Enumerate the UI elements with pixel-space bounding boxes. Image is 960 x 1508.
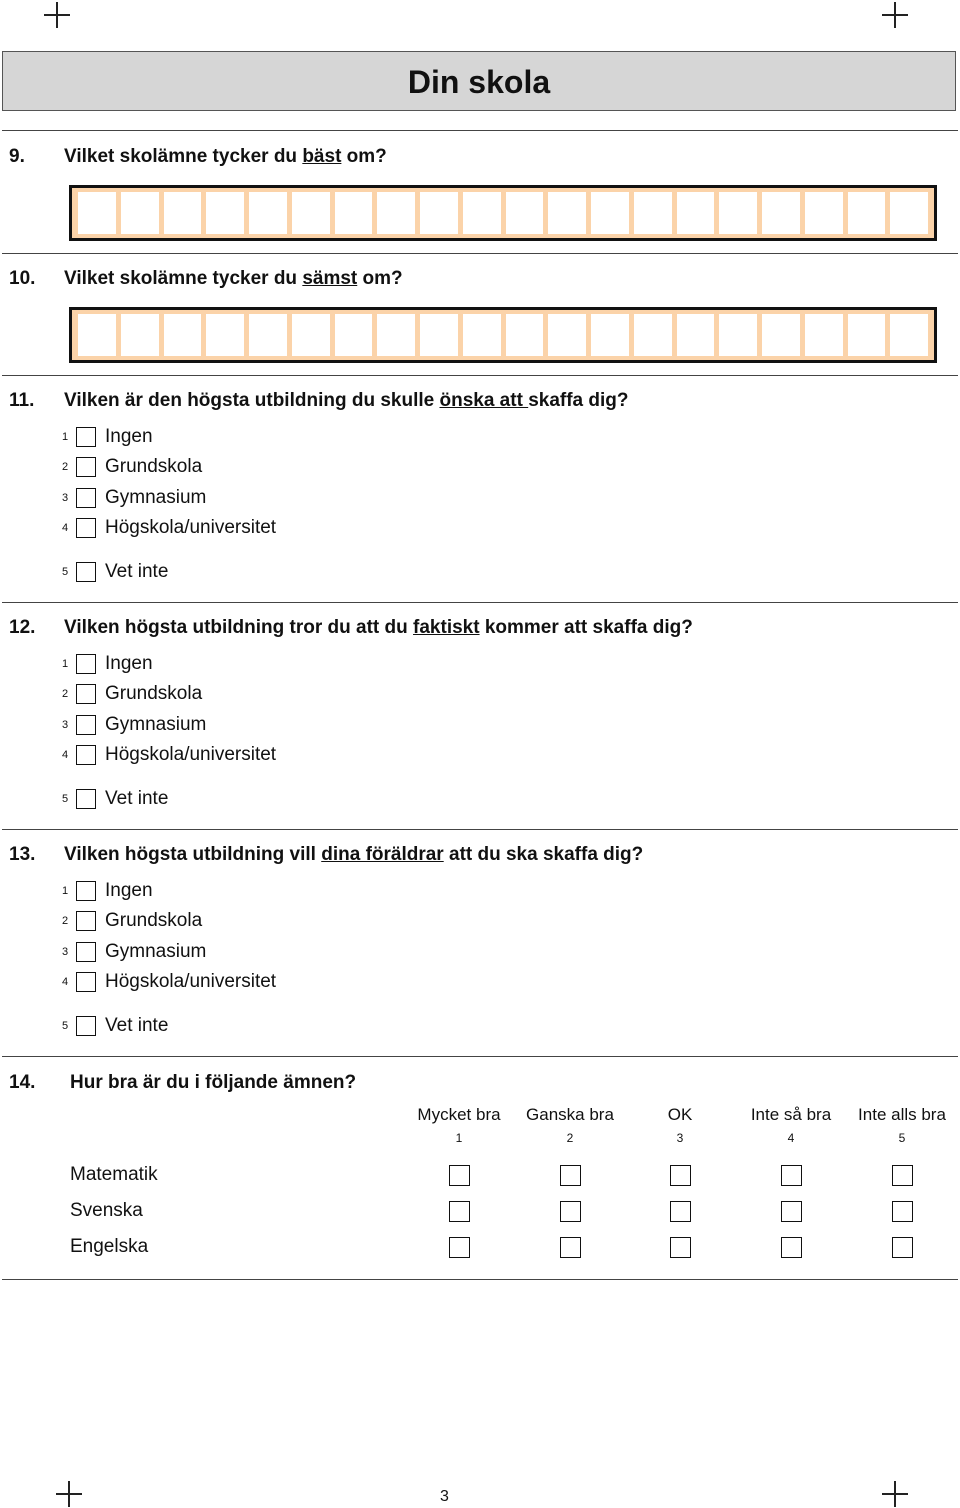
rating-checkbox[interactable] (670, 1165, 691, 1186)
rating-checkbox[interactable] (560, 1237, 581, 1258)
column-header: Ganska bra (526, 1105, 614, 1124)
option-label: Högskola/universitet (105, 744, 277, 765)
checkbox[interactable] (76, 518, 96, 538)
option-code: 2 (62, 915, 69, 927)
option-label: Vet inte (105, 788, 169, 809)
character-cell[interactable] (890, 192, 928, 234)
option-code: 5 (62, 566, 69, 578)
rating-checkbox[interactable] (449, 1165, 470, 1186)
rating-checkbox[interactable] (781, 1201, 802, 1222)
write-in-box[interactable] (69, 185, 937, 241)
rating-checkbox[interactable] (560, 1201, 581, 1222)
option-label: Gymnasium (105, 941, 207, 962)
character-cell[interactable] (762, 314, 800, 356)
option-row[interactable] (62, 560, 168, 584)
option-row[interactable] (62, 455, 202, 479)
option-code: 4 (62, 749, 69, 761)
checkbox[interactable] (76, 684, 96, 704)
option-row[interactable] (62, 970, 276, 994)
question-text: Vilken högsta utbildning tror du att du faktiskt kommer att skaffa dig? (64, 617, 693, 638)
option-label: Gymnasium (105, 714, 207, 735)
option-code: 2 (62, 461, 69, 473)
character-cell[interactable] (762, 192, 800, 234)
character-cell[interactable] (890, 314, 928, 356)
checkbox[interactable] (76, 789, 96, 809)
character-cell[interactable] (164, 314, 202, 356)
divider (2, 375, 958, 376)
rating-checkbox[interactable] (449, 1237, 470, 1258)
option-code: 3 (62, 946, 69, 958)
column-code: 2 (566, 1131, 574, 1145)
option-code: 1 (62, 885, 69, 897)
character-cell[interactable] (78, 192, 116, 234)
character-cell[interactable] (548, 192, 586, 234)
option-label: Ingen (105, 653, 153, 674)
rating-checkbox[interactable] (449, 1201, 470, 1222)
character-cell[interactable] (335, 314, 373, 356)
character-cell[interactable] (677, 314, 715, 356)
option-row[interactable] (62, 879, 153, 903)
option-label: Ingen (105, 880, 153, 901)
question-text: Vilket skolämne tycker du sämst om? (64, 268, 403, 289)
question-number: 12. (9, 617, 36, 638)
character-cell[interactable] (634, 314, 672, 356)
character-cell[interactable] (121, 314, 159, 356)
character-cell[interactable] (420, 192, 458, 234)
option-label: Ingen (105, 426, 153, 447)
option-code: 4 (62, 976, 69, 988)
option-label: Grundskola (105, 456, 203, 477)
checkbox[interactable] (76, 881, 96, 901)
character-cell[interactable] (634, 192, 672, 234)
option-row[interactable] (62, 682, 202, 706)
section-title: Din skola (407, 64, 551, 100)
rating-checkbox[interactable] (560, 1165, 581, 1186)
question-text: Hur bra är du i följande ämnen? (70, 1072, 357, 1093)
checkbox[interactable] (76, 1016, 96, 1036)
rating-checkbox[interactable] (670, 1237, 691, 1258)
write-in-box[interactable] (69, 307, 937, 363)
checkbox[interactable] (76, 488, 96, 508)
character-cell[interactable] (805, 314, 843, 356)
divider (2, 130, 958, 131)
subject-label: Svenska (70, 1200, 143, 1221)
column-code: 3 (676, 1131, 684, 1145)
option-code: 1 (62, 431, 69, 443)
option-code: 5 (62, 1020, 69, 1032)
subject-label: Matematik (70, 1164, 158, 1185)
checkbox[interactable] (76, 715, 96, 735)
checkbox[interactable] (76, 972, 96, 992)
rating-checkbox[interactable] (781, 1165, 802, 1186)
question-number: 10. (9, 268, 36, 289)
character-cell[interactable] (420, 314, 458, 356)
option-row[interactable] (62, 940, 206, 964)
option-code: 4 (62, 522, 69, 534)
rating-checkbox[interactable] (892, 1237, 913, 1258)
option-row[interactable] (62, 713, 206, 737)
rating-checkbox[interactable] (892, 1165, 913, 1186)
page-number: 3 (440, 1488, 449, 1505)
character-cell[interactable] (377, 314, 415, 356)
column-header: Mycket bra (417, 1105, 501, 1124)
rating-checkbox[interactable] (781, 1237, 802, 1258)
option-code: 3 (62, 492, 69, 504)
option-row[interactable] (62, 425, 153, 449)
character-cell[interactable] (677, 192, 715, 234)
character-cell[interactable] (164, 192, 202, 234)
character-cell[interactable] (335, 192, 373, 234)
crop-mark-icon (882, 2, 908, 28)
option-code: 5 (62, 793, 69, 805)
question-number: 14. (9, 1072, 36, 1093)
character-cell[interactable] (121, 192, 159, 234)
column-code: 1 (455, 1131, 463, 1145)
option-label: Vet inte (105, 1015, 169, 1036)
option-row[interactable] (62, 909, 202, 933)
character-cell[interactable] (591, 314, 629, 356)
checkbox[interactable] (76, 942, 96, 962)
character-cell[interactable] (506, 192, 544, 234)
question-number: 11. (9, 390, 35, 411)
option-code: 2 (62, 688, 69, 700)
column-header: OK (667, 1105, 693, 1124)
crop-mark-icon (882, 1481, 908, 1507)
subject-label: Engelska (70, 1236, 149, 1257)
option-row[interactable] (62, 787, 168, 811)
divider (2, 602, 958, 603)
option-label: Grundskola (105, 910, 203, 931)
character-cell[interactable] (848, 314, 886, 356)
character-cell[interactable] (292, 192, 330, 234)
option-code: 3 (62, 719, 69, 731)
option-label: Högskola/universitet (105, 971, 277, 992)
crop-mark-icon (44, 2, 70, 28)
option-row[interactable] (62, 743, 276, 767)
character-cell[interactable] (206, 192, 244, 234)
question-number: 13. (9, 844, 36, 865)
rating-checkbox[interactable] (670, 1201, 691, 1222)
checkbox[interactable] (76, 745, 96, 765)
character-cell[interactable] (719, 314, 757, 356)
crop-mark-icon (56, 1481, 82, 1507)
character-cell[interactable] (463, 192, 501, 234)
character-cell[interactable] (719, 192, 757, 234)
option-row[interactable] (62, 516, 276, 540)
divider (2, 1056, 958, 1057)
character-cell[interactable] (377, 192, 415, 234)
option-row[interactable] (62, 652, 153, 676)
checkbox[interactable] (76, 562, 96, 582)
column-header: Inte så bra (750, 1105, 832, 1124)
column-code: 4 (787, 1131, 795, 1145)
divider (2, 1279, 958, 1280)
checkbox[interactable] (76, 911, 96, 931)
checkbox[interactable] (76, 654, 96, 674)
character-cell[interactable] (292, 314, 330, 356)
option-row[interactable] (62, 1014, 168, 1038)
character-cell[interactable] (249, 314, 287, 356)
character-cell[interactable] (848, 192, 886, 234)
column-header: Inte alls bra (858, 1105, 946, 1124)
question-number: 9. (9, 146, 25, 167)
option-row[interactable] (62, 486, 206, 510)
checkbox[interactable] (76, 427, 96, 447)
option-label: Vet inte (105, 561, 169, 582)
character-cell[interactable] (78, 314, 116, 356)
checkbox[interactable] (76, 457, 96, 477)
question-text: Vilken högsta utbildning vill dina föräldrar att du ska skaffa dig? (64, 844, 644, 865)
character-cell[interactable] (591, 192, 629, 234)
section-header (2, 51, 956, 111)
question-text: Vilken är den högsta utbildning du skulle önska att skaffa dig? (64, 390, 629, 411)
option-label: Grundskola (105, 683, 203, 704)
column-code: 5 (898, 1131, 906, 1145)
rating-checkbox[interactable] (892, 1201, 913, 1222)
character-cell[interactable] (206, 314, 244, 356)
option-label: Högskola/universitet (105, 517, 277, 538)
character-cell[interactable] (463, 314, 501, 356)
character-cell[interactable] (805, 192, 843, 234)
divider (2, 829, 958, 830)
question-text: Vilket skolämne tycker du bäst om? (64, 146, 387, 167)
option-label: Gymnasium (105, 487, 207, 508)
option-code: 1 (62, 658, 69, 670)
divider (2, 253, 958, 254)
character-cell[interactable] (249, 192, 287, 234)
character-cell[interactable] (506, 314, 544, 356)
character-cell[interactable] (548, 314, 586, 356)
